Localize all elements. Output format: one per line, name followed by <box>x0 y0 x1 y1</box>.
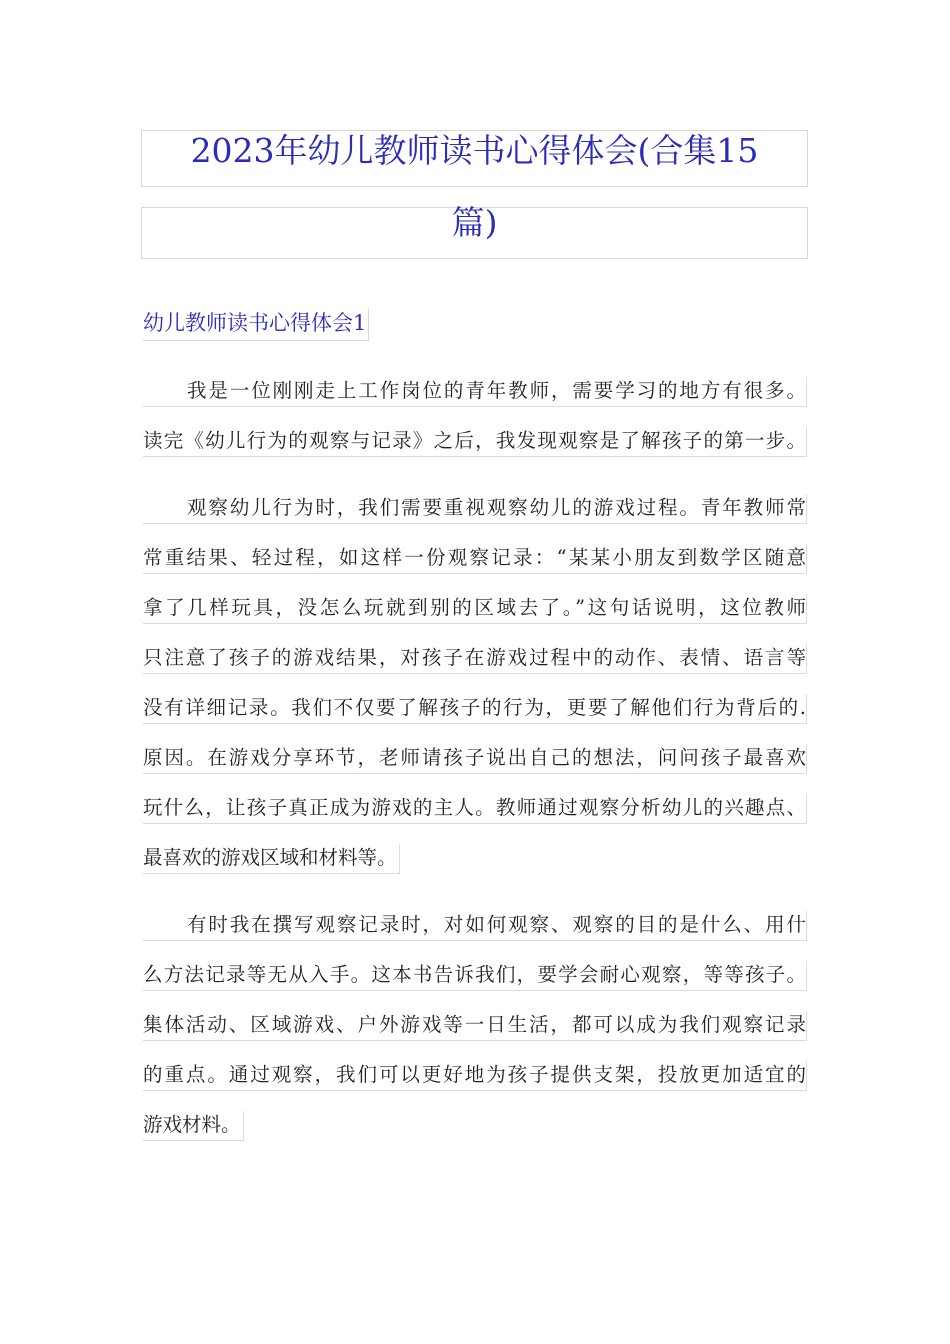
paragraph-3-line-5: 游戏材料。 <box>143 1111 244 1141</box>
document-title-line-2: 篇) <box>141 207 808 259</box>
document-title-line-1: 2023年幼儿教师读书心得体会(合集15 <box>141 130 808 187</box>
paragraph-2-line-7: 玩什么，让孩子真正成为游戏的主人。教师通过观察分析幼儿的兴趣点、 <box>143 794 807 824</box>
paragraph-2-line-2: 常重结果、轻过程，如这样一份观察记录：“某某小朋友到数学区随意 <box>143 544 807 574</box>
paragraph-1-line-2: 读完《幼儿行为的观察与记录》之后，我发现观察是了解孩子的第一步。 <box>143 427 807 457</box>
paragraph-3-line-1: 有时我在撰写观察记录时，对如何观察、观察的目的是什么、用什 <box>143 911 807 941</box>
paragraph-3-line-2: 么方法记录等无从入手。这本书告诉我们，要学会耐心观察，等等孩子。 <box>143 961 807 991</box>
paragraph-2-line-8: 最喜欢的游戏区域和材料等。 <box>143 844 400 874</box>
paragraph-2-line-1: 观察幼儿行为时，我们需要重视观察幼儿的游戏过程。青年教师常 <box>143 494 807 524</box>
paragraph-2-line-5: 没有详细记录。我们不仅要了解孩子的行为，更要了解他们行为背后的. <box>143 694 807 724</box>
section-heading: 幼儿教师读书心得体会1 <box>143 308 369 341</box>
paragraph-2-line-3: 拿了几样玩具，没怎么玩就到别的区域去了。”这句话说明，这位教师 <box>143 594 807 624</box>
paragraph-2-line-6: 原因。在游戏分享环节，老师请孩子说出自己的想法，问问孩子最喜欢 <box>143 744 807 774</box>
paragraph-2-line-4: 只注意了孩子的游戏结果，对孩子在游戏过程中的动作、表情、语言等 <box>143 644 807 674</box>
paragraph-3-line-3: 集体活动、区域游戏、户外游戏等一日生活，都可以成为我们观察记录 <box>143 1011 807 1041</box>
paragraph-1-line-1: 我是一位刚刚走上工作岗位的青年教师，需要学习的地方有很多。 <box>143 377 807 407</box>
paragraph-3-line-4: 的重点。通过观察，我们可以更好地为孩子提供支架，投放更加适宜的 <box>143 1061 807 1091</box>
